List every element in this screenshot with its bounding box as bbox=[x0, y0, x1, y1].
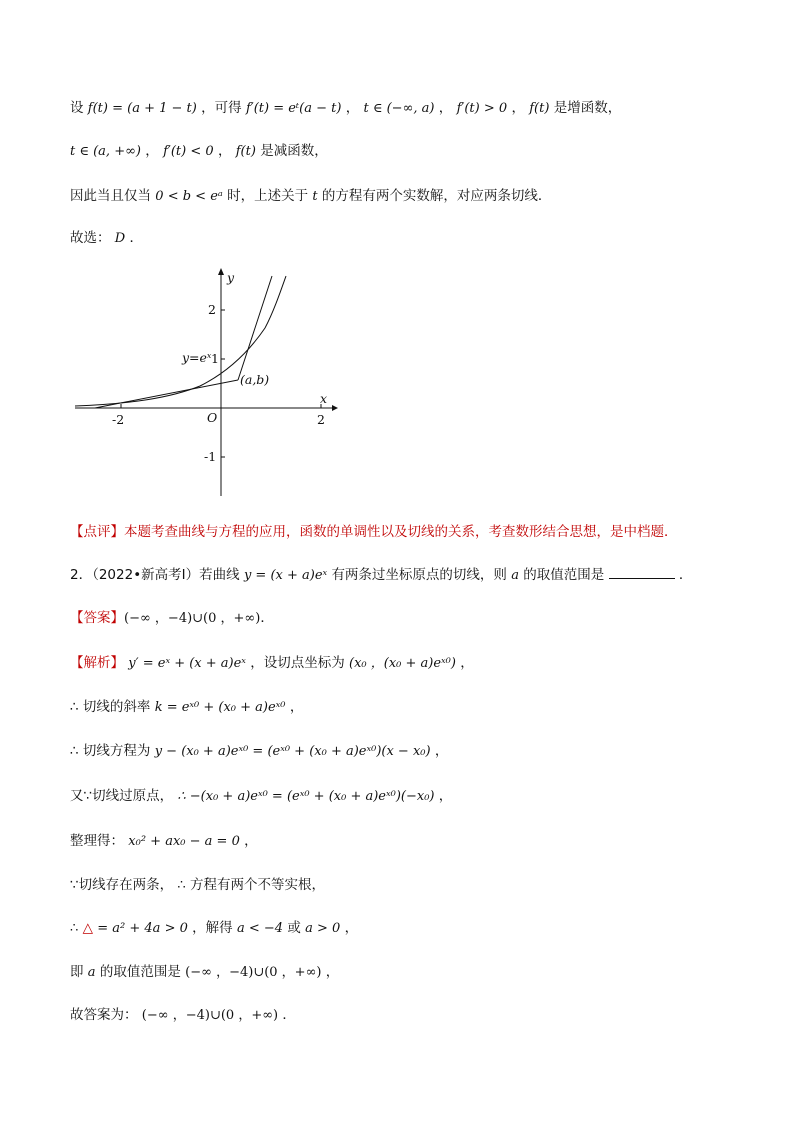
formula: f′(t) < 0 bbox=[163, 144, 214, 159]
text: 故答案为： bbox=[70, 1007, 138, 1023]
step-1 bbox=[70, 697, 303, 718]
text: 又∵切线过原点， bbox=[70, 788, 174, 804]
solution-line-2 bbox=[70, 141, 328, 162]
formula: f(t) bbox=[235, 144, 256, 159]
answer-value: (−∞ ，−4)∪(0 ，+∞) bbox=[124, 611, 261, 626]
text: ， bbox=[289, 699, 304, 715]
formula: t ∈ (−∞, a) bbox=[363, 101, 435, 116]
y-axis-arrow bbox=[218, 268, 224, 275]
step-3 bbox=[70, 786, 452, 807]
formula: f′(t) > 0 bbox=[456, 101, 508, 116]
step-5 bbox=[70, 875, 325, 896]
comment-text: 本题考查曲线与方程的应用，函数的单调性以及切线的关系，考查数形结合思想，是中档题． bbox=[124, 524, 678, 540]
formula: a > 0 bbox=[305, 921, 341, 936]
text: ， bbox=[344, 920, 359, 936]
text: ． bbox=[282, 1007, 296, 1023]
formula: a bbox=[87, 965, 96, 980]
tangent-line-1 bbox=[95, 380, 238, 408]
formula: (−∞ ，−4)∪(0 ，+∞) bbox=[141, 1008, 279, 1023]
text: 设 bbox=[70, 100, 84, 116]
formula: x₀² + ax₀ − a = 0 bbox=[128, 834, 240, 849]
question-2 bbox=[70, 565, 692, 586]
text: ，可得 bbox=[201, 100, 242, 116]
solution-line-4 bbox=[70, 228, 143, 249]
comment-tag: 【点评】 bbox=[70, 524, 124, 540]
text: ， bbox=[438, 788, 453, 804]
text: ∴ 切线方程为 bbox=[70, 743, 151, 759]
text: ， bbox=[325, 964, 340, 980]
question-text: ． bbox=[678, 567, 693, 583]
text: 时，上述关于 bbox=[227, 188, 309, 204]
text: ， bbox=[511, 100, 525, 116]
text: ， bbox=[460, 655, 474, 671]
answer-line bbox=[70, 608, 274, 629]
formula: a bbox=[511, 568, 519, 583]
answer-tag: 【答案】 bbox=[70, 610, 124, 626]
curve-label: y=eˣ bbox=[182, 350, 212, 365]
formula: y = (x + a)eˣ bbox=[243, 568, 328, 583]
triangle-icon: △ bbox=[82, 920, 93, 936]
text: 故选： bbox=[70, 230, 111, 246]
text: 方程有两个不等实根， bbox=[189, 877, 325, 893]
text: 或 bbox=[287, 920, 301, 936]
x-axis-label: x bbox=[320, 391, 328, 406]
comment-line bbox=[70, 522, 678, 542]
question-text: 的取值范围是 bbox=[523, 567, 605, 583]
formula: f′(t) = eᵗ(a − t) bbox=[245, 101, 342, 116]
tick-label-x-neg2: -2 bbox=[112, 412, 125, 427]
text: ，设切点坐标为 bbox=[250, 655, 345, 671]
tick-label-y-2: 2 bbox=[208, 302, 216, 317]
text: ， bbox=[434, 743, 449, 759]
step-7 bbox=[70, 962, 339, 983]
formula: = a² + 4a > 0 bbox=[97, 921, 188, 936]
tangent-line-2 bbox=[238, 276, 272, 380]
solution-line-1 bbox=[70, 98, 621, 119]
text: ． bbox=[260, 610, 274, 626]
formula: k = eˣ⁰ + (x₀ + a)eˣ⁰ bbox=[154, 700, 286, 715]
tick-label-x-2: 2 bbox=[317, 412, 325, 427]
analysis-line bbox=[70, 653, 474, 674]
text: 是增函数， bbox=[553, 100, 622, 116]
formula: a < −4 bbox=[236, 921, 284, 936]
formula: D bbox=[114, 231, 126, 246]
therefore-symbol: ∴ bbox=[177, 878, 186, 893]
solution-line-3 bbox=[70, 186, 551, 207]
therefore-symbol: ∴ bbox=[70, 921, 79, 936]
text: ， bbox=[145, 143, 159, 159]
tick-label-y-1: 1 bbox=[211, 351, 219, 366]
text: 因此当且仅当 bbox=[70, 188, 151, 204]
formula: f(t) bbox=[529, 101, 550, 116]
text: 即 bbox=[70, 964, 84, 980]
step-2 bbox=[70, 741, 448, 762]
text: 是减函数， bbox=[260, 143, 328, 159]
x-axis-arrow bbox=[332, 405, 338, 411]
answer-blank bbox=[609, 566, 675, 579]
text: ∵切线存在两条， bbox=[70, 877, 174, 893]
text: ， bbox=[438, 100, 453, 116]
text: ， bbox=[217, 143, 232, 159]
analysis-tag: 【解析】 bbox=[70, 655, 124, 671]
formula: f(t) = (a + 1 − t) bbox=[87, 101, 197, 116]
formula: ∴ −(x₀ + a)eˣ⁰ = (eˣ⁰ + (x₀ + a)eˣ⁰)(−x₀) bbox=[177, 789, 435, 804]
formula: t ∈ (a, +∞) bbox=[70, 144, 141, 159]
formula: (x₀ ，(x₀ + a)eˣ⁰) bbox=[349, 656, 456, 671]
text: ． bbox=[129, 230, 144, 246]
text: ， bbox=[244, 833, 258, 849]
formula: t bbox=[312, 189, 318, 204]
y-axis-label: y bbox=[227, 270, 235, 285]
text: 的取值范围是 bbox=[99, 964, 181, 980]
step-8 bbox=[70, 1005, 296, 1026]
formula: (−∞ ，−4)∪(0 ，+∞) bbox=[185, 965, 322, 980]
origin-label: O bbox=[207, 410, 218, 425]
tick-label-y-neg1: -1 bbox=[204, 449, 217, 464]
exp-tangent-graph bbox=[70, 268, 340, 500]
formula: y − (x₀ + a)eˣ⁰ = (eˣ⁰ + (x₀ + a)eˣ⁰)(x − x₀) bbox=[154, 744, 431, 759]
text: 的方程有两个实数解，对应两条切线． bbox=[321, 188, 552, 204]
step-4 bbox=[70, 831, 258, 852]
question-text: 2．（2022•新高考Ⅰ）若曲线 bbox=[70, 567, 240, 583]
text: ∴ 切线的斜率 bbox=[70, 699, 151, 715]
text: 整理得： bbox=[70, 833, 124, 849]
step-6 bbox=[70, 918, 358, 939]
text: ，解得 bbox=[192, 920, 233, 936]
point-label: (a,b) bbox=[240, 372, 270, 387]
question-text: 有两条过坐标原点的切线，则 bbox=[331, 567, 507, 583]
formula: y′ = eˣ + (x + a)eˣ bbox=[128, 656, 246, 671]
text: ， bbox=[345, 100, 360, 116]
formula: 0 < b < eᵃ bbox=[155, 189, 223, 204]
